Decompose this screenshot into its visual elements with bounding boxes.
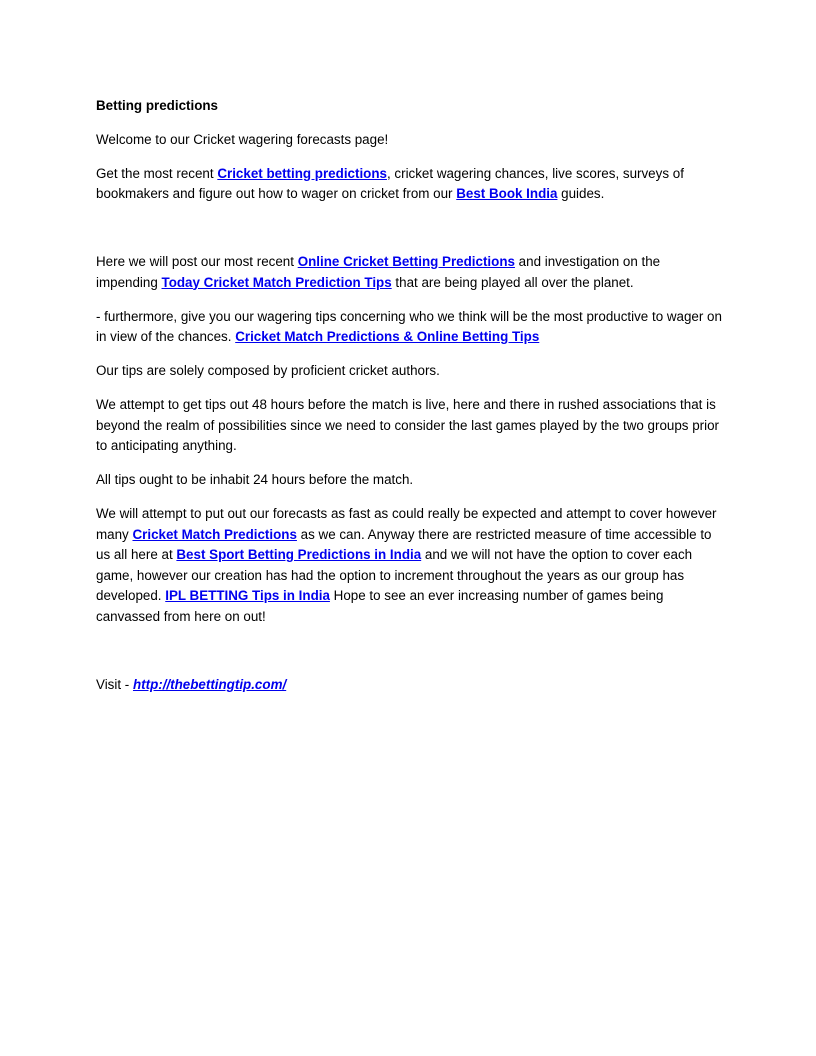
forecasts-text-1: We will attempt to put out our forecasts as fast as could really be expected and attempt to cover however many [96,506,717,542]
forecasts-paragraph [96,504,724,627]
post-text-1: Here we will post our most recent [96,254,298,269]
ipl-betting-tips-india-link[interactable]: IPL BETTING Tips in India [165,588,330,603]
visit-paragraph [96,675,724,696]
authors-paragraph: Our tips are solely composed by proficient cricket authors. [96,363,440,378]
best-sport-betting-predictions-india-link[interactable]: Best Sport Betting Predictions in India [176,547,422,562]
intro-text-3: guides. [557,186,605,201]
forecasts-text-4: Hope to see an ever increasing number of games being canvassed from here on out! [96,588,664,624]
timing-paragraph: We attempt to get tips out 48 hours before the match is live, here and there in rushed associations that is beyond the realm of possibilities since we need to consider the last games played by the two groups prior to anticipating anything. [96,397,720,453]
forecasts-text-2: as we can. Anyway there are restricted measure of time accessible to us all here at [96,526,712,562]
post-text-3: that are being played all over the planet. [391,274,634,290]
cricket-match-predictions-link[interactable]: Cricket Match Predictions [132,526,297,542]
document-heading: Betting predictions [96,98,219,113]
forecasts-text-3: and we will not have the option to cover each game, however our creation has had the option to increment throughout the years as our group has developed. [96,547,693,603]
paragraph-spacer-2 [96,641,724,675]
wagering-text-1: - furthermore, give you our wagering tips concerning who we think will be the most productive to wager on in view of the chances. [96,308,722,344]
cricket-betting-predictions-link[interactable]: Cricket betting predictions [217,165,387,181]
best-book-india-link[interactable]: Best Book India [456,186,558,201]
intro-paragraph [96,164,724,205]
intro-text-1: Get the most recent [96,165,218,181]
intro-text-2: , cricket wagering chances, live scores, surveys of bookmakers and figure out how to wager on cricket from our [96,165,684,201]
cricket-match-predictions-online-betting-tips-link[interactable]: Cricket Match Predictions & Online Betting Tips [235,329,540,344]
live-tips-paragraph: All tips ought to be inhabit 24 hours before the match. [96,472,414,487]
visit-label: Visit - [96,676,133,692]
today-cricket-match-prediction-tips-link[interactable]: Today Cricket Match Prediction Tips [161,274,392,290]
post-paragraph [96,252,724,293]
website-link[interactable]: http://thebettingtip.com/ [132,676,287,692]
paragraph-spacer [96,218,724,252]
post-text-2: and investigation on the impending [96,254,661,290]
welcome-paragraph: Welcome to our Cricket wagering forecasts page! [96,131,389,147]
document-page [96,96,724,709]
wagering-tips-paragraph [96,307,724,348]
online-cricket-betting-predictions-link[interactable]: Online Cricket Betting Predictions [297,254,515,269]
